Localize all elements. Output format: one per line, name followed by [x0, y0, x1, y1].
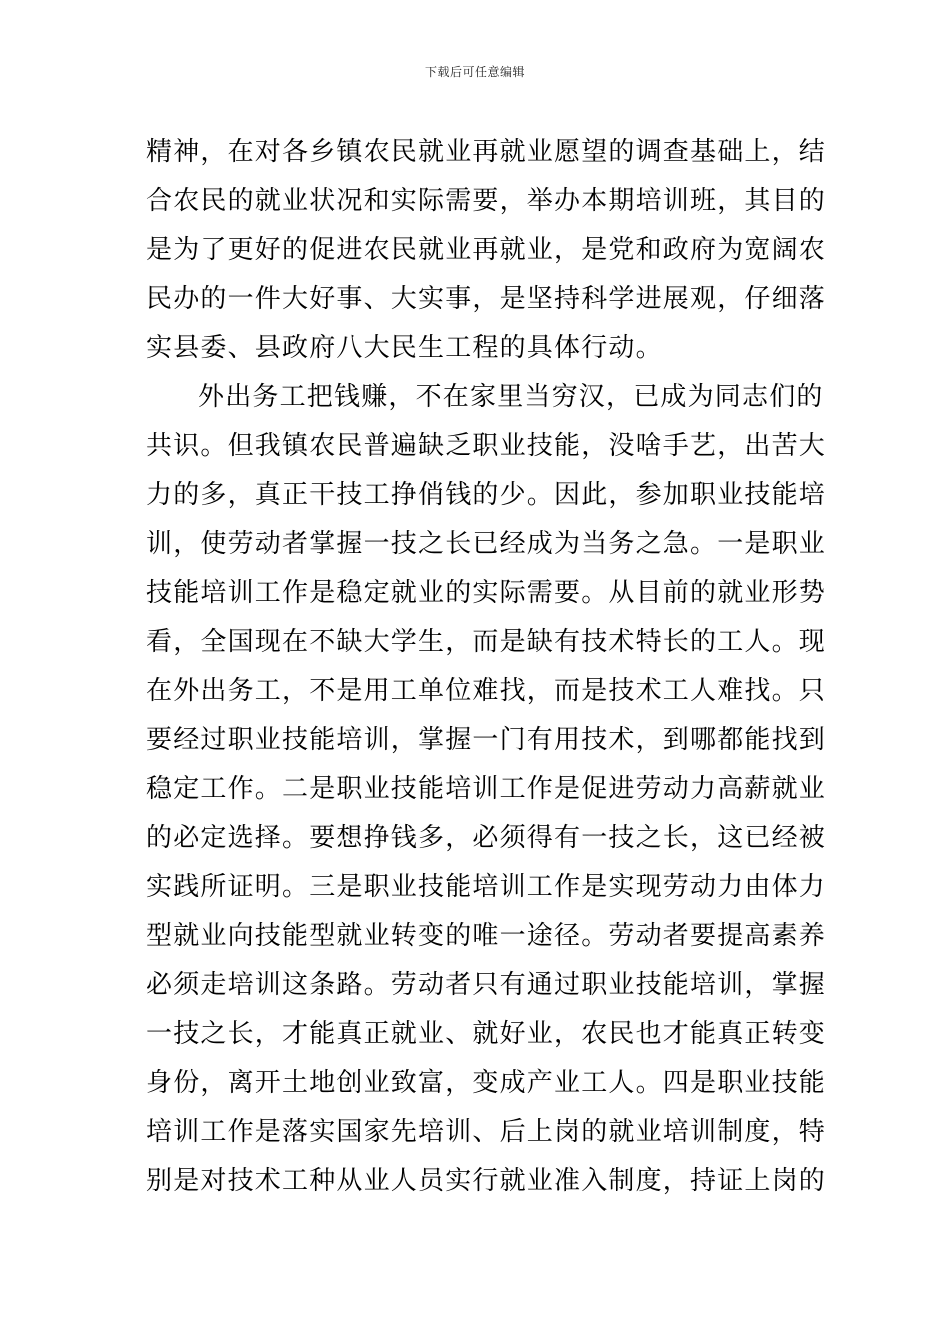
- text-line: 身份，离开土地创业致富，变成产业工人。四是职业技能: [146, 1068, 827, 1098]
- text-line: 稳定工作。二是职业技能培训工作是促进劳动力高薪就业: [146, 774, 827, 804]
- text-line: 技能培训工作是稳定就业的实际需要。从目前的就业形势: [146, 578, 827, 608]
- text-line: 是为了更好的促进农民就业再就业，是党和政府为宽阔农: [146, 235, 827, 265]
- text-line: 合农民的就业状况和实际需要，举办本期培训班，其目的: [146, 186, 827, 216]
- text-line: 外出务工把钱赚，不在家里当穷汉，已成为同志们的: [198, 382, 824, 412]
- text-line: 一技之长，才能真正就业、就好业，农民也才能真正转变: [146, 1019, 827, 1049]
- paragraph-2: [146, 373, 827, 1206]
- text-line: 培训工作是落实国家先培训、后上岗的就业培训制度，特: [146, 1117, 827, 1147]
- text-line: 民办的一件大好事、大实事，是坚持科学进展观，仔细落: [146, 284, 827, 314]
- text-line: 力的多，真正干技工挣俏钱的少。因此，参加职业技能培: [146, 480, 827, 510]
- text-line: 共识。但我镇农民普遍缺乏职业技能，没啥手艺，出苦大: [146, 431, 827, 461]
- text-line: 别是对技术工种从业人员实行就业准入制度，持证上岗的: [146, 1166, 827, 1196]
- text-line: 实践所证明。三是职业技能培训工作是实现劳动力由体力: [146, 872, 827, 902]
- text-line: 型就业向技能型就业转变的唯一途径。劳动者要提高素养: [146, 921, 827, 951]
- text-line: 实县委、县政府八大民生工程的具体行动。: [146, 333, 663, 363]
- text-line: 精神，在对各乡镇农民就业再就业愿望的调查基础上，结: [146, 137, 827, 167]
- body-text: [146, 128, 827, 1206]
- text-line: 的必定选择。要想挣钱多，必须得有一技之长，这已经被: [146, 823, 827, 853]
- page-header: 下载后可任意编辑: [424, 65, 525, 79]
- text-line: 要经过职业技能培训，掌握一门有用技术，到哪都能找到: [146, 725, 827, 755]
- text-line: 训，使劳动者掌握一技之长已经成为当务之急。一是职业: [146, 529, 827, 559]
- text-line: 必须走培训这条路。劳动者只有通过职业技能培训，掌握: [146, 970, 827, 1000]
- text-line: 看，全国现在不缺大学生，而是缺有技术特长的工人。现: [146, 627, 827, 657]
- text-line: 在外出务工，不是用工单位难找，而是技术工人难找。只: [146, 676, 827, 706]
- paragraph-1: [146, 128, 827, 373]
